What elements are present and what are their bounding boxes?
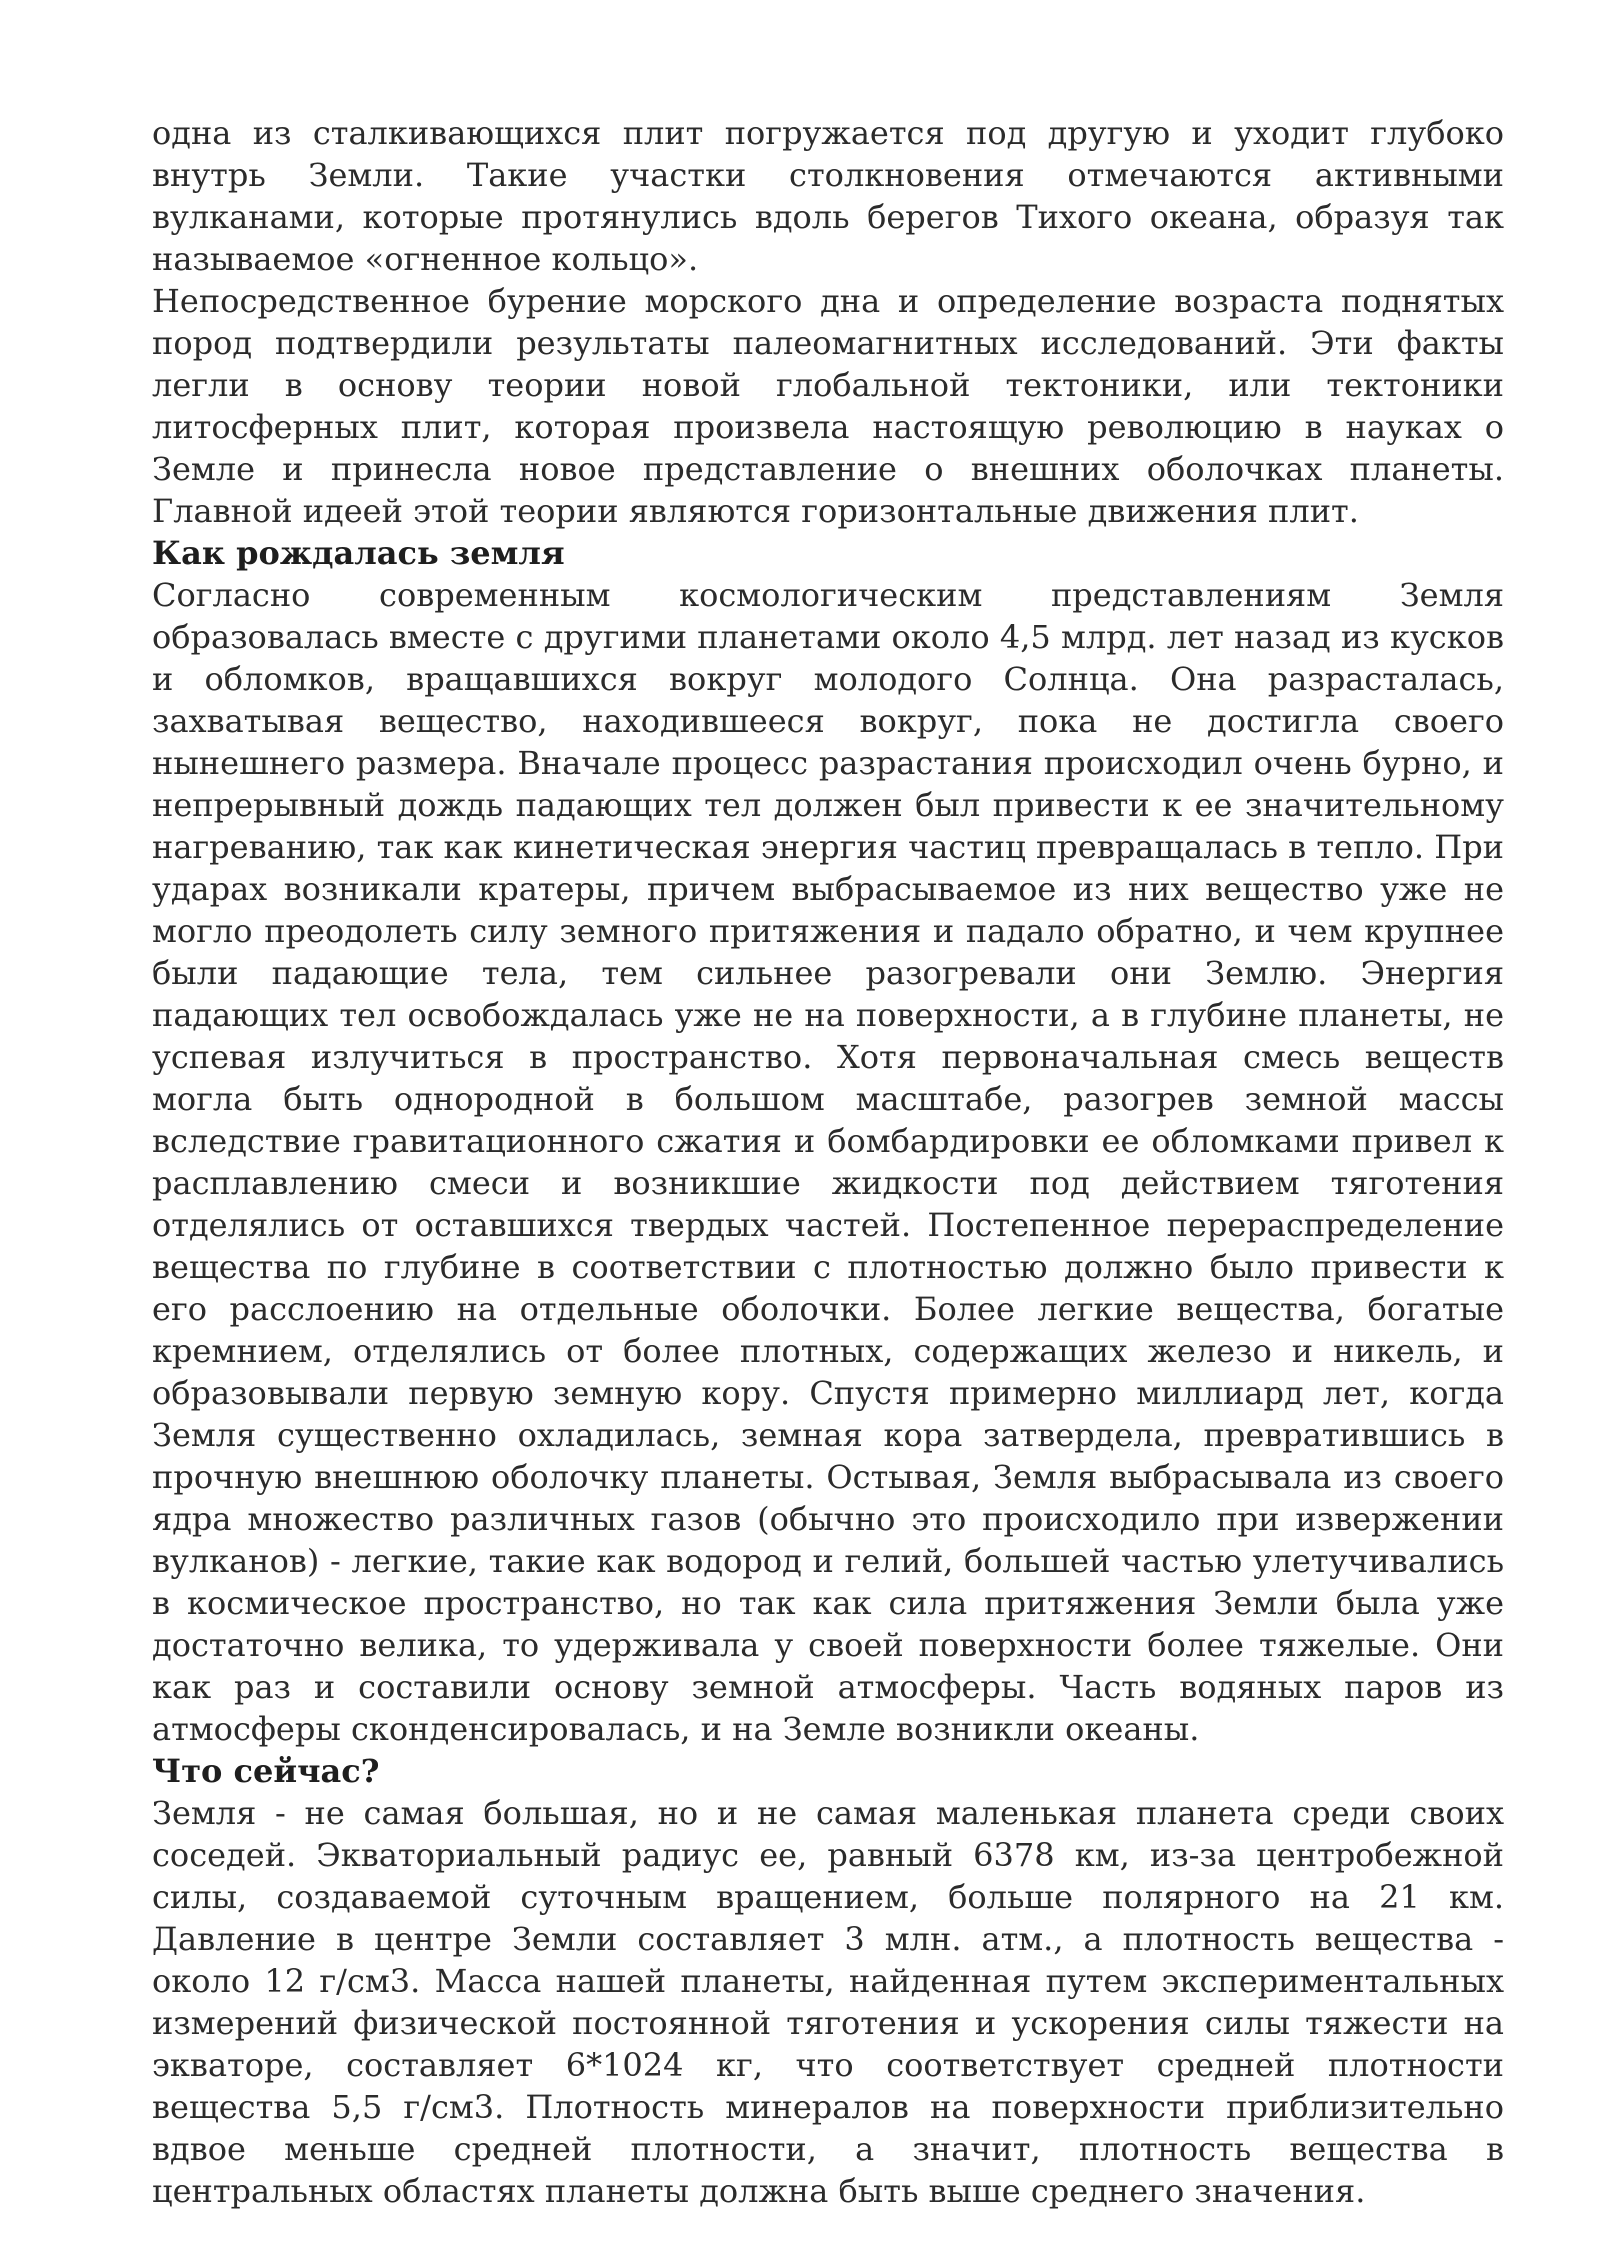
earth-formation-paragraph: Согласно современным космологическим представлениям Земля образовалась вместе с другими планетами около 4,5 млрд. лет назад из кусков и обломков, вращавшихся вокруг молодого Солнца. Она разрасталась, захватывая вещество, находившееся вокруг, пока не достигла своего нынешнего размера. Вначале процесс разрастания происходил очень бурно, и непрерывный дождь падающих тел должен был привести к ее значительному нагреванию, так как кинетическая энергия частиц превращалась в тепло. При ударах возникали кратеры, причем выбрасываемое из них вещество уже не могло преодолеть силу земного притяжения и падало обратно, и чем крупнее были падающие тела, тем сильнее разогревали они Землю. Энергия падающих тел освобождалась уже не на поверхности, а в глубине планеты, не успевая излучиться в пространство. Хотя первоначальная смесь веществ могла быть однородной в большом масштабе, разогрев земной массы вследствие гравитационного сжатия и бомбардировки ее обломками привел к расплавлению смеси и возникшие жидкости под действием тяготения отделялись от оставшихся твердых частей. Постепенное перераспределение вещества по глубине в соответствии с плотностью должно было привести к его расслоению на отдельные оболочки. Более легкие вещества, богатые кремнием, отделялись от более плотных, содержащих железо и никель, и образовывали первую земную кору. Спустя примерно миллиард лет, когда Земля существенно охладилась, земная кора затвердела, превратившись в прочную внешнюю оболочку планеты. Остывая, Земля выбрасывала из своего ядра множество различных газов (обычно это происходило при извержении вулканов) - легкие, такие как водород и гелий, большей частью улетучивались в космическое пространство, но так как сила притяжения Земли была уже достаточно велика, то удерживала у своей поверхности более тяжелые. Они как раз и составили основу земной атмосферы. Часть водяных паров из атмосферы сконденсировалась, и на Земле возникли океаны. [152,576,1504,1748]
intro-paragraph-1: одна из сталкивающихся плит погружается под другую и уходит глубоко внутрь Земли. Такие участки столкновения отмечаются активными вулканами, которые протянулись вдоль берегов Тихого океана, образуя так называемое «огненное кольцо». [152,114,1504,278]
section-heading-earth-formation: Как рождалась земля [152,534,565,572]
section-heading-present: Что сейчас? [152,1752,380,1790]
present-paragraph: Земля - не самая большая, но и не самая маленькая планета среди своих соседей. Экваториальный радиус ее, равный 6378 км, из-за центробежной силы, создаваемой суточным вращением, больше полярного на 21 км. Давление в центре Земли составляет 3 млн. атм., а плотность вещества - около 12 г/см3. Масса нашей планеты, найденная путем экспериментальных измерений физической постоянной тяготения и ускорения силы тяжести на экваторе, составляет 6*1024 кг, что соответствует средней плотности вещества 5,5 г/см3. Плотность минералов на поверхности приблизительно вдвое меньше средней плотности, а значит, плотность вещества в центральных областях планеты должна быть выше среднего значения. [152,1794,1504,2210]
document-page [152,112,1504,2212]
intro-paragraph-2: Непосредственное бурение морского дна и определение возраста поднятых пород подтвердили результаты палеомагнитных исследований. Эти факты легли в основу теории новой глобальной тектоники, или тектоники литосферных плит, которая произвела настоящую революцию в науках о Земле и принесла новое представление о внешних оболочках планеты. Главной идеей этой теории являются горизонтальные движения плит. [152,282,1504,530]
